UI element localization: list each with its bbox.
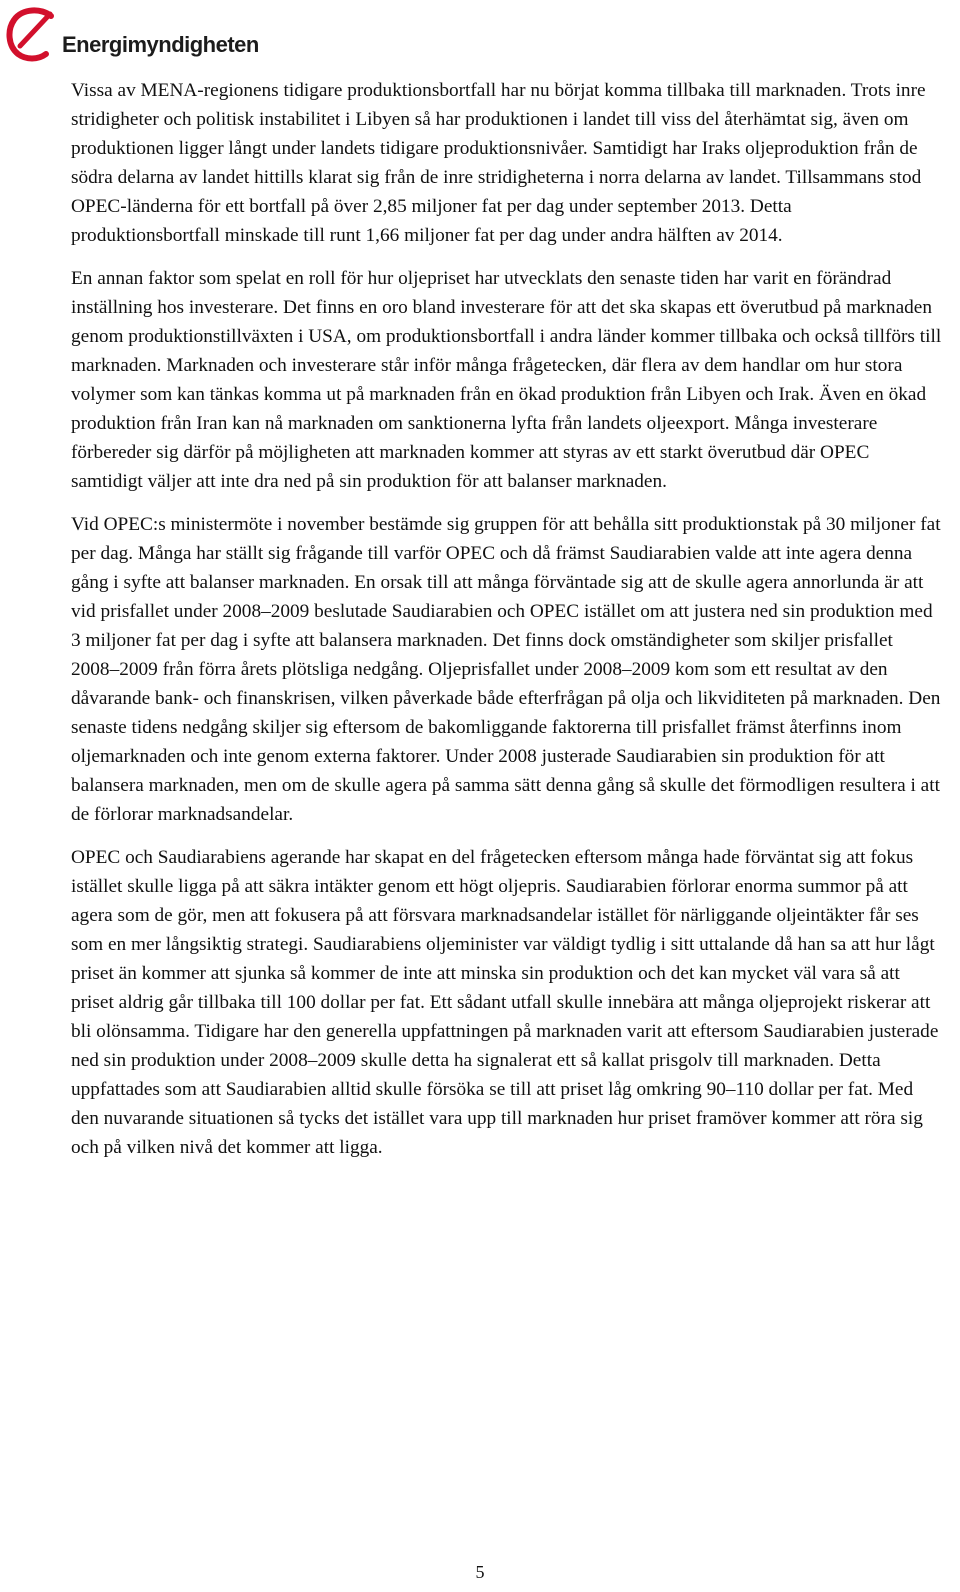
- paragraph: Vid OPEC:s ministermöte i november bestämde sig gruppen för att behålla sitt produktionstak på 30 miljoner fat per dag. Många har ställt sig frågande till varför OPEC och då främst Saudiarabien valde att inte agera denna gång i syfte att balanser marknaden. En orsak till att många förväntade sig att de skulle agera annorlunda är att vid prisfallet under 2008–2009 beslutade Saudiarabien och OPEC istället om att justera ned sin produktion med 3 miljoner fat per dag i syfte att balansera marknaden. Det finns dock omständigheter som skiljer prisfallet 2008–2009 från förra årets plötsliga nedgång. Oljeprisfallet under 2008–2009 kom som ett resultat av den dåvarande bank- och finanskrisen, vilken påverkade både efterfrågan på olja och likviditeten på marknaden. Den senaste tidens nedgång skiljer sig eftersom de bakomliggande faktorerna till prisfallet främst återfinns inom oljemarknaden och inte genom externa faktorer. Under 2008 justerade Saudiarabien sin produktion för att balansera marknaden, men om de skulle agera på samma sätt denna gång så skulle det förmodligen resultera i att de förlorar marknadsandelar.: [71, 514, 941, 825]
- paragraph: Vissa av MENA-regionens tidigare produktionsbortfall har nu börjat komma tillbaka till marknaden. Trots inre stridigheter och politisk instabilitet i Libyen så har produktionen i landet till viss del återhämtat sig, även om produktionen ligger långt under landets tidigare produktionsnivåer. Samtidigt har Iraks oljeproduktion från de södra delarna av landet hittills klarat sig från de inre stridigheterna i norra delarna av landet. Tillsammans stod OPEC-länderna för ett bortfall på över 2,85 miljoner fat per dag under september 2013. Detta produktionsbortfall minskade till runt 1,66 miljoner fat per dag under andra hälften av 2014.: [71, 80, 926, 246]
- header-logo: [6, 4, 259, 64]
- logo-text: Energimyndigheten: [62, 32, 259, 57]
- page-number: 5: [475, 1562, 485, 1582]
- energimyndigheten-logo-icon: [6, 6, 60, 62]
- paragraph: OPEC och Saudiarabiens agerande har skapat en del frågetecken eftersom många hade förväntat sig att fokus istället skulle ligga på att säkra intäkter genom ett högt oljepris. Saudiarabien förlorar enorma summor på att agera som de gör, men att fokusera på att försvara marknadsandelar istället för närliggande oljeintäkter får ses som en mer långsiktig strategi. Saudiarabiens oljeminister var väldigt tydlig i sitt uttalande då han sa att hur lågt priset än kommer att sjunka så kommer de inte att minska sin produktion och det kan mycket väl vara så att priset aldrig går tillbaka till 100 dollar per fat. Ett sådant utfall skulle innebära att många oljeprojekt riskerar att bli olönsamma. Tidigare har den generella uppfattningen på marknaden varit att eftersom Saudiarabien justerade ned sin produktion under 2008–2009 skulle detta ha signalerat ett så kallat prisgolv till marknaden. Detta uppfattades som att Saudiarabien alltid skulle försöka se till att priset låg omkring 90–110 dollar per fat. Med den nuvarande situationen så tycks det istället vara upp till marknaden hur priset framöver kommer att röra sig och på vilken nivå det kommer att ligga.: [71, 847, 939, 1158]
- paragraph: En annan faktor som spelat en roll för hur oljepriset har utvecklats den senaste tiden har varit en förändrad inställning hos investerare. Det finns en oro bland investerare för att det ska skapas ett överutbud på marknaden genom produktionstillväxten i USA, om produktionsbortfall i andra länder kommer tillbaka och också tillförs till marknaden. Marknaden och investerare står inför många frågetecken, där flera av dem handlar om hur stora volymer som kan tänkas komma ut på marknaden från en ökad produktion från Libyen och Irak. Även en ökad produktion från Iran kan nå marknaden om sanktionerna lyfta från landets oljeexport. Många investerare förbereder sig därför på möjligheten att marknaden kommer att styras av ett starkt överutbud där OPEC samtidigt väljer att inte dra ned på sin produktion för att balanser marknaden.: [71, 268, 942, 492]
- document-body: [71, 76, 944, 1176]
